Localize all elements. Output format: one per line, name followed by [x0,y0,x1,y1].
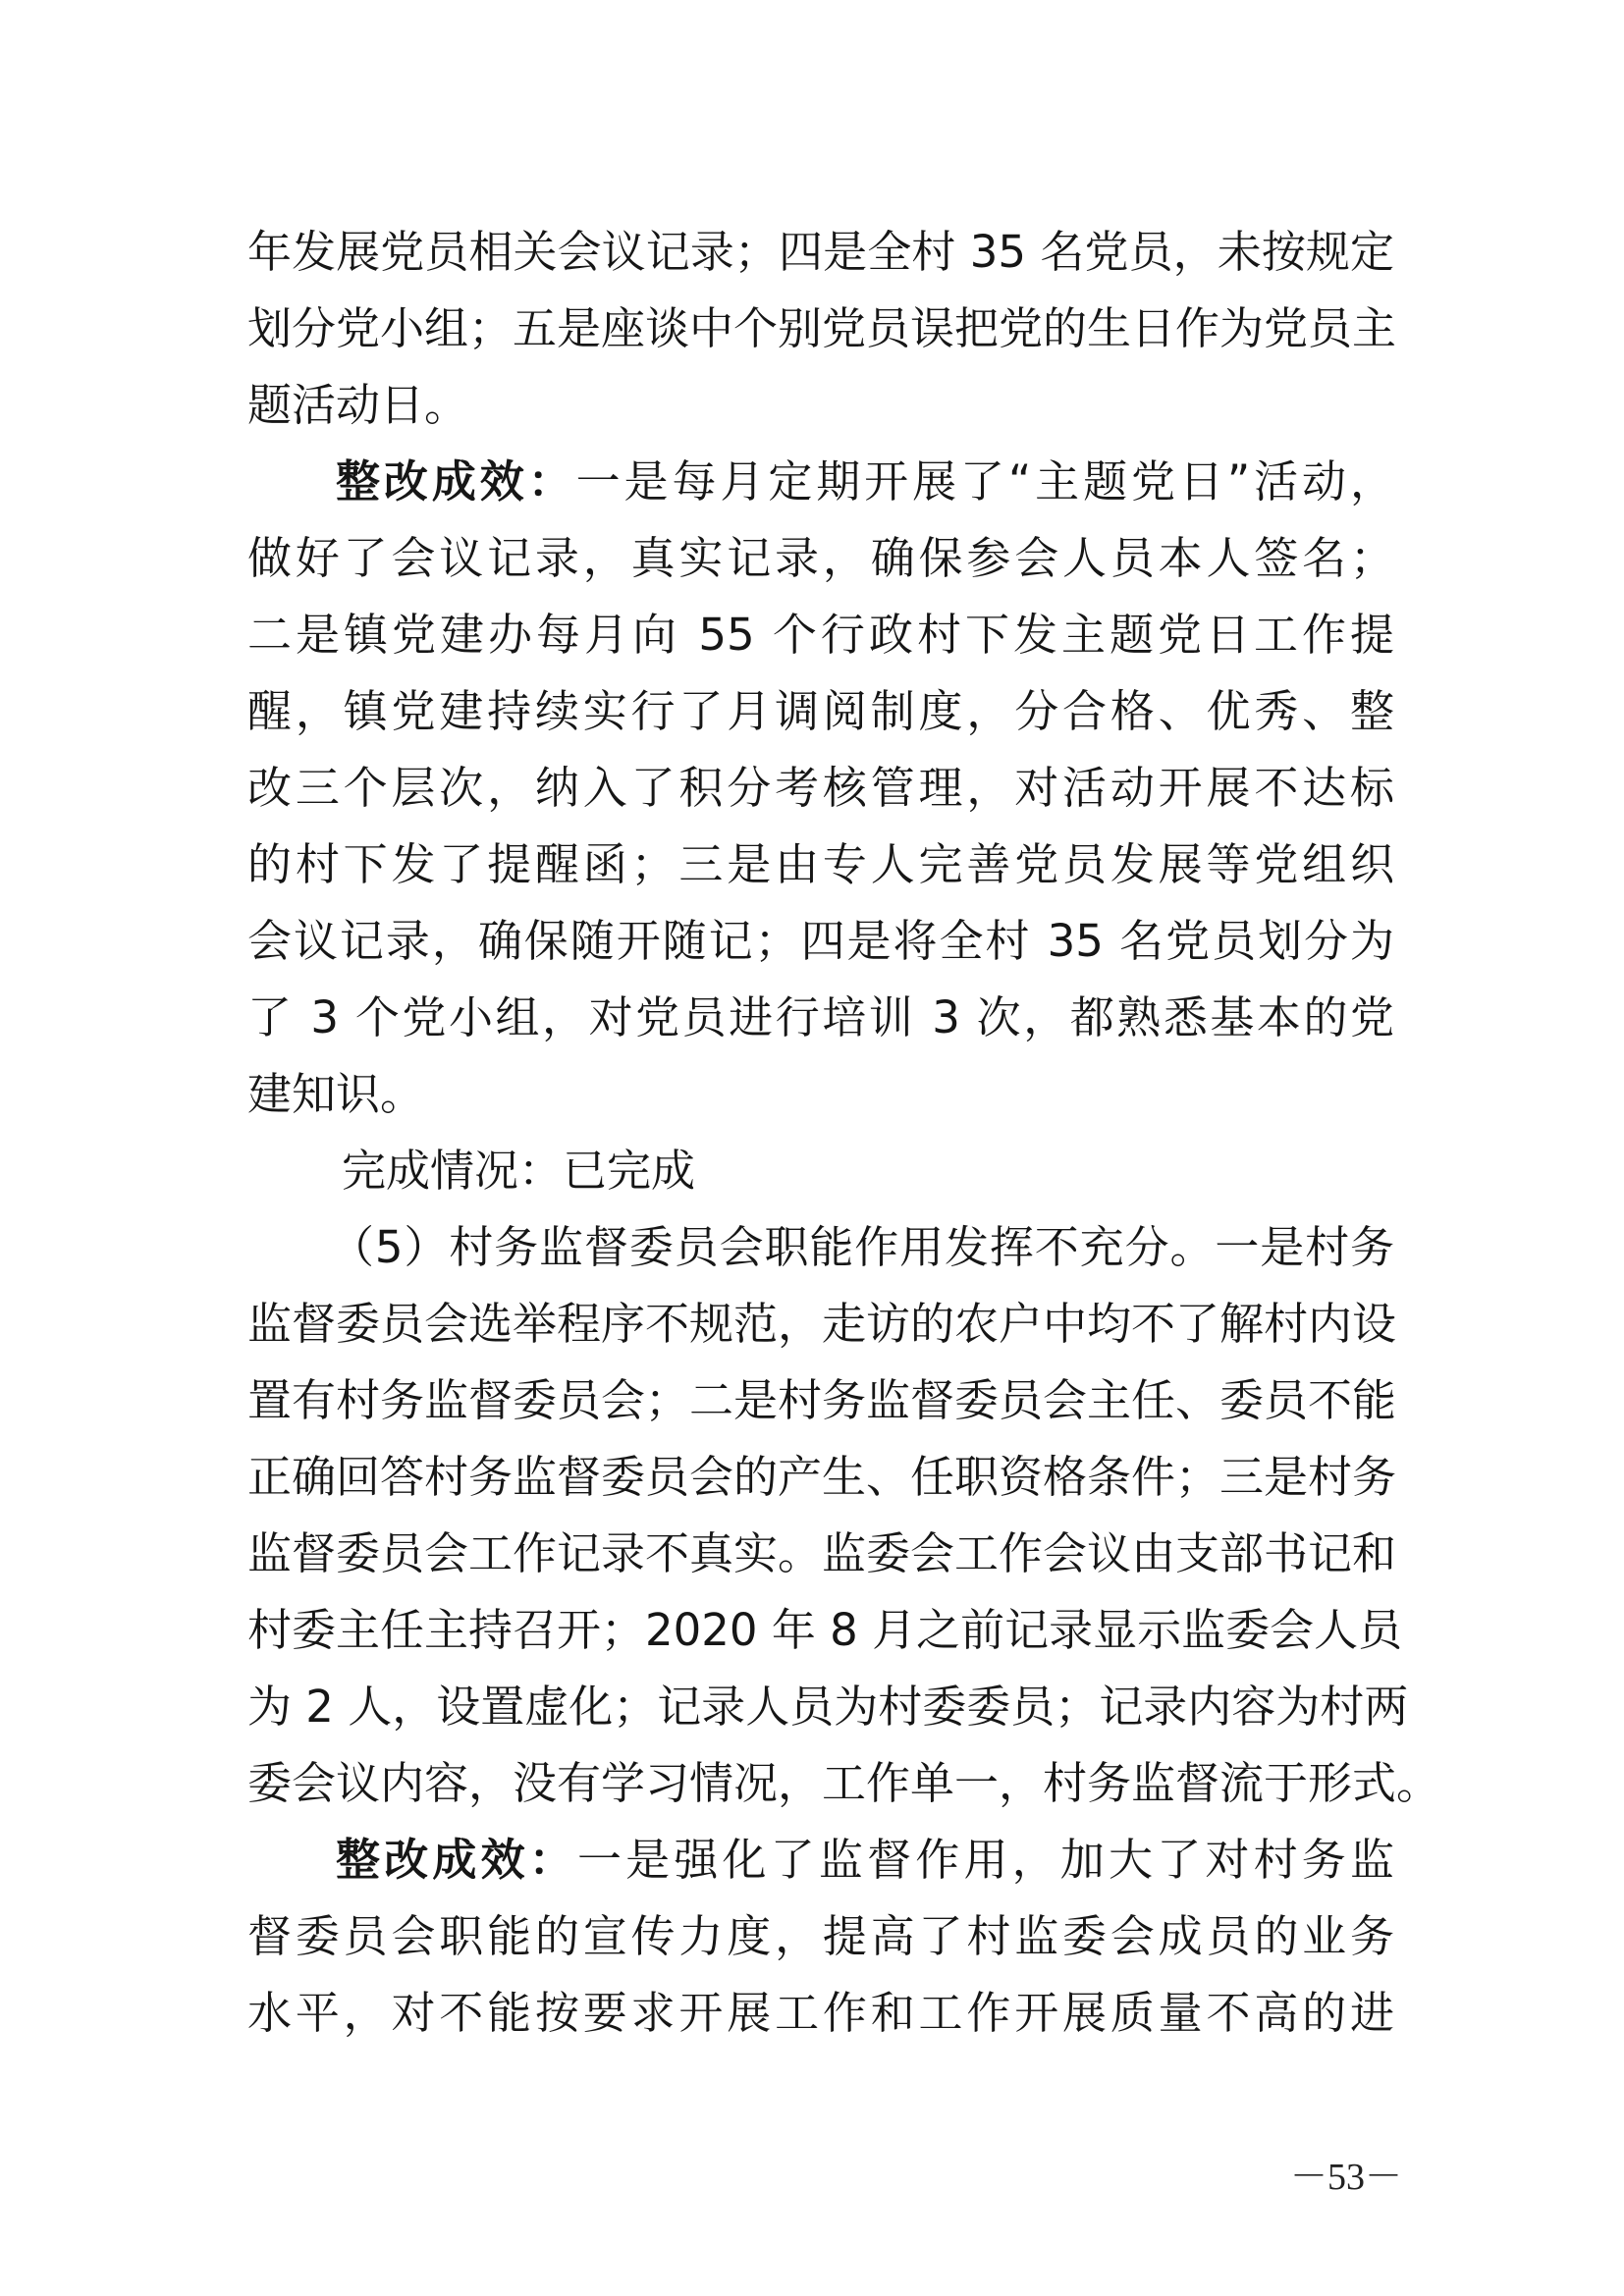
text-line: 的村下发了提醒函；三是由专人完善党员发展等党组织 [247,838,1394,890]
text-line: 会议记录，确保随开随记；四是将全村 35 名党员划分为 [247,915,1394,967]
text-line [247,444,1394,520]
section-heading: （5）村务监督委员会职能作用发挥不充分。一是村务 [330,1221,1394,1273]
text-line: 二是镇党建办每月向 55 个行政村下发主题党日工作提 [247,609,1394,661]
text-line: 正确回答村务监督委员会的产生、任职资格条件；三是村务 [247,1451,1397,1503]
rectification-label: 整改成效： [336,1834,577,1886]
text-line: 醒，镇党建持续实行了月调阅制度，分合格、优秀、整 [247,685,1394,737]
text-line [247,1822,1394,1898]
text-segment: 一是每月定期开展了“主题党日”活动， [575,455,1394,507]
text-line: 年发展党员相关会议记录；四是全村 35 名党员，未按规定 [247,226,1394,278]
text-line: 水平，对不能按要求开展工作和工作开展质量不高的进 [247,1987,1394,2039]
text-line: 改三个层次，纳入了积分考核管理，对活动开展不达标 [247,762,1394,814]
page-number: －53－ [1289,2157,1402,2198]
text-line: 委会议内容，没有学习情况，工作单一，村务监督流于形式。 [247,1757,1441,1809]
text-segment: 一是强化了监督作用，加大了对村务监 [576,1834,1394,1886]
text-line: 为 2 人，设置虚化；记录人员为村委委员；记录内容为村两 [247,1681,1409,1733]
rectification-label: 整改成效： [336,455,576,507]
text-line: 村委主任主持召开；2020 年 8 月之前记录显示监委会人员 [247,1604,1403,1656]
completion-status: 完成情况：已完成 [342,1145,696,1197]
text-line: 监督委员会选举程序不规范，走访的农户中均不了解村内设 [247,1298,1397,1350]
text-line: 置有村务监督委员会；二是村务监督委员会主任、委员不能 [247,1374,1397,1426]
text-line: 做好了会议记录，真实记录，确保参会人员本人签名； [247,532,1394,584]
body-text [247,214,1441,2052]
text-line: 督委员会职能的宣传力度，提高了村监委会成员的业务 [247,1910,1394,1962]
text-line: 监督委员会工作记录不真实。监委会工作会议由支部书记和 [247,1527,1397,1579]
text-line: 划分党小组；五是座谈中个别党员误把党的生日作为党员主 [247,302,1397,354]
text-line: 题活动日。 [247,379,469,431]
text-line: 了 3 个党小组，对党员进行培训 3 次，都熟悉基本的党 [247,991,1394,1043]
text-line: 建知识。 [247,1068,425,1120]
